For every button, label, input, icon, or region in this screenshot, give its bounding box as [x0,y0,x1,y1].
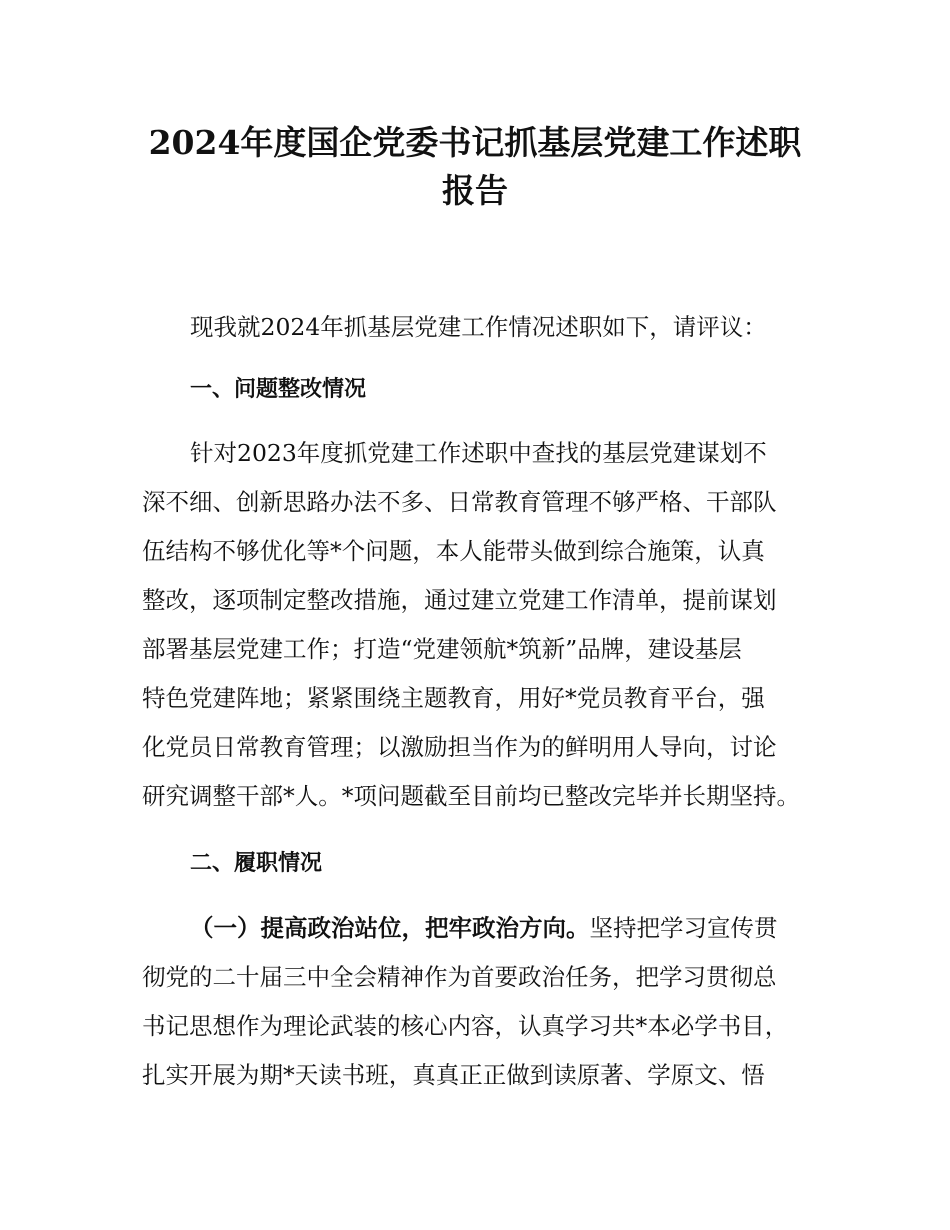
intro-paragraph: 现我就2024年抓基层党建工作情况述职如下，请评议： [190,313,767,341]
document-title-line-1: 2024年度国企党委书记抓基层党建工作述职 [148,123,802,162]
section-1-line-2: 深不细、创新思路办法不多、日常教育管理不够严格、干部队 [142,488,777,516]
section-2-line-2: 彻党的二十届三中全会精神作为首要政治任务，把学习贯彻总 [142,963,777,991]
section-1-line-4: 整改，逐项制定整改措施，通过建立党建工作清单，提前谋划 [142,586,777,614]
section-1-line-1: 针对2023年度抓党建工作述职中查找的基层党建谋划不 [190,439,767,467]
section-2-heading: 二、履职情况 [190,851,323,876]
section-2-line-1 [0,912,950,944]
section-1-line-5: 部署基层党建工作；打造“党建领航*筑新”品牌，建设基层 [142,635,742,663]
section-1-line-8: 研究调整干部*人。*项问题截至目前均已整改完毕并长期坚持。 [142,782,800,810]
section-2-line-4: 扎实开展为期*天读书班，真真正正做到读原著、学原文、悟 [142,1061,765,1089]
section-1-line-7: 化党员日常教育管理；以激励担当作为的鲜明用人导向，讨论 [142,733,777,761]
document-title-line-2: 报告 [442,171,508,210]
section-2-line-3: 书记思想作为理论武装的核心内容，认真学习共*本必学书目， [142,1012,789,1040]
section-1-line-3: 伍结构不够优化等*个问题，本人能带头做到综合施策，认真 [142,537,765,565]
section-1-line-6: 特色党建阵地；紧紧围绕主题教育，用好*党员教育平台，强 [142,684,765,712]
section-1-heading: 一、问题整改情况 [190,377,367,402]
subsection-1-heading: （一）提高政治站位，把牢政治方向。 [190,914,590,942]
subsection-1-text: 坚持把学习宣传贯 [589,914,778,942]
